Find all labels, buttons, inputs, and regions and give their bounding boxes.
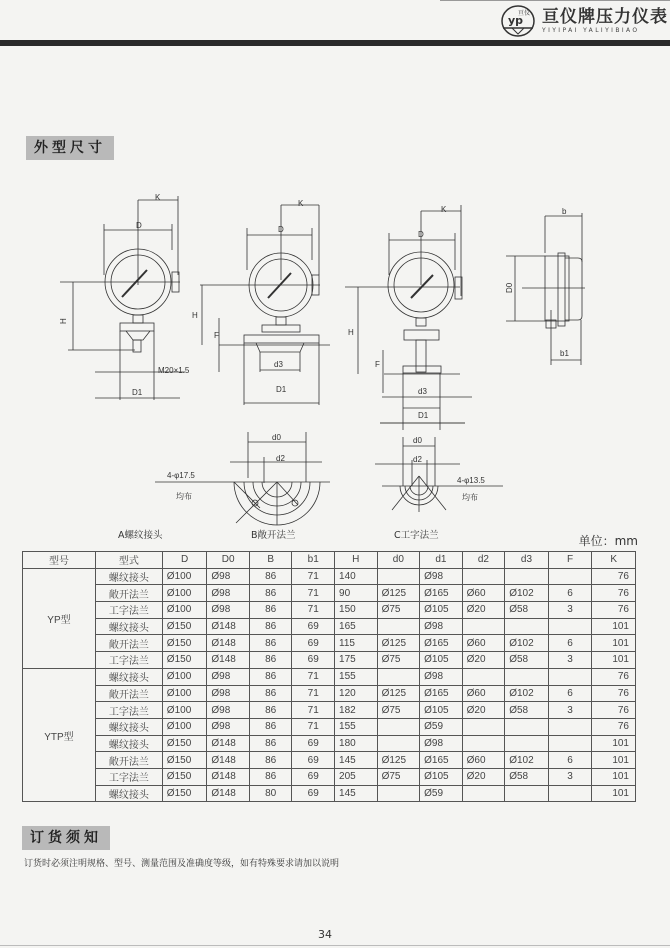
cell-D0: Ø98: [207, 718, 250, 735]
cell-b1: 69: [292, 785, 335, 802]
cell-d0: Ø75: [377, 602, 420, 619]
svg-text:b: b: [562, 207, 567, 216]
cell-F: [548, 785, 592, 802]
cell-type: 螺纹接头: [95, 718, 162, 735]
col-header-type: 型式: [95, 552, 162, 569]
cell-d0: Ø75: [377, 768, 420, 785]
cell-D0: Ø148: [207, 735, 250, 752]
svg-text:F: F: [375, 360, 380, 369]
cell-type: 敞开法兰: [95, 685, 162, 702]
svg-text:b1: b1: [560, 349, 569, 358]
cell-d1: Ø98: [420, 618, 463, 635]
cell-B: 86: [249, 718, 292, 735]
cell-d2: [462, 618, 505, 635]
cell-d2: Ø60: [462, 752, 505, 769]
svg-text:d2: d2: [413, 455, 422, 464]
cell-K: 76: [592, 702, 636, 719]
cell-b1: 69: [292, 618, 335, 635]
cell-B: 86: [249, 635, 292, 652]
svg-text:4-φ17.5: 4-φ17.5: [167, 471, 195, 480]
cell-d3: [505, 735, 549, 752]
cell-F: 6: [548, 635, 592, 652]
cell-F: [548, 718, 592, 735]
cell-D: Ø150: [162, 735, 207, 752]
cell-K: 101: [592, 768, 636, 785]
cell-B: 86: [249, 602, 292, 619]
cell-B: 86: [249, 752, 292, 769]
cell-b1: 69: [292, 652, 335, 669]
cell-d1: Ø105: [420, 652, 463, 669]
cell-H: 120: [335, 685, 378, 702]
cell-d0: Ø75: [377, 702, 420, 719]
cell-d0: Ø125: [377, 585, 420, 602]
cell-type: 螺纹接头: [95, 618, 162, 635]
svg-text:M20×1.5: M20×1.5: [158, 366, 190, 375]
svg-text:D: D: [278, 225, 284, 234]
drawing-b-open-flange: [192, 199, 330, 405]
cell-K: 76: [592, 585, 636, 602]
header-bar: [0, 40, 670, 46]
table-row: [23, 602, 636, 619]
cell-b1: 69: [292, 735, 335, 752]
cell-D0: Ø148: [207, 752, 250, 769]
cell-d0: [377, 718, 420, 735]
cell-d3: Ø58: [505, 652, 549, 669]
drawing-c-flange-bottom: [375, 423, 503, 512]
footer-rule: [0, 945, 670, 946]
table-row: [23, 568, 636, 585]
cell-b1: 69: [292, 752, 335, 769]
cell-d3: Ø58: [505, 702, 549, 719]
cell-B: 86: [249, 702, 292, 719]
caption-a-threaded: A螺纹接头: [118, 530, 163, 541]
cell-D: Ø100: [162, 602, 207, 619]
cell-d2: Ø20: [462, 768, 505, 785]
cell-d0: Ø75: [377, 652, 420, 669]
cell-D0: Ø148: [207, 618, 250, 635]
model-cell: YTP型: [23, 668, 96, 802]
svg-text:D: D: [136, 221, 142, 230]
table-row: [23, 618, 636, 635]
col-header-d0: d0: [377, 552, 420, 569]
svg-text:D: D: [418, 230, 424, 239]
cell-d0: Ø125: [377, 685, 420, 702]
cell-H: 182: [335, 702, 378, 719]
cell-D: Ø150: [162, 785, 207, 802]
cell-F: 6: [548, 752, 592, 769]
cell-K: 76: [592, 668, 636, 685]
cell-D0: Ø148: [207, 785, 250, 802]
table-row: [23, 702, 636, 719]
section-title-dimensions: 外型尺寸: [26, 136, 114, 160]
svg-text:d3: d3: [418, 387, 427, 396]
cell-b1: 71: [292, 568, 335, 585]
cell-D: Ø150: [162, 635, 207, 652]
svg-text:d3: d3: [274, 360, 283, 369]
cell-d1: Ø165: [420, 635, 463, 652]
cell-type: 螺纹接头: [95, 735, 162, 752]
cell-K: 76: [592, 685, 636, 702]
table-row: [23, 718, 636, 735]
dimension-drawings: [0, 190, 670, 540]
cell-d1: Ø98: [420, 668, 463, 685]
cell-b1: 69: [292, 768, 335, 785]
cell-d2: [462, 668, 505, 685]
cell-d2: [462, 785, 505, 802]
cell-b1: 71: [292, 702, 335, 719]
cell-H: 145: [335, 785, 378, 802]
svg-text:D1: D1: [276, 385, 287, 394]
col-header-F: F: [548, 552, 592, 569]
cell-d1: Ø98: [420, 735, 463, 752]
svg-text:F: F: [214, 331, 219, 340]
table-row: [23, 652, 636, 669]
cell-D0: Ø98: [207, 602, 250, 619]
ordering-note: 订货时必须注明规格、型号、测量范围及准确度等级，如有特殊要求请加以说明: [24, 859, 340, 869]
unit-label: 单位：mm: [578, 534, 638, 548]
cell-D: Ø100: [162, 668, 207, 685]
cell-d1: Ø165: [420, 685, 463, 702]
cell-H: 180: [335, 735, 378, 752]
cell-d3: Ø102: [505, 685, 549, 702]
drawing-a-threaded: [59, 193, 190, 400]
table-row: [23, 685, 636, 702]
cell-d0: [377, 668, 420, 685]
header-top-rule: [440, 0, 670, 1]
cell-K: 101: [592, 785, 636, 802]
cell-F: 3: [548, 652, 592, 669]
cell-d1: Ø105: [420, 702, 463, 719]
cell-B: 86: [249, 768, 292, 785]
cell-B: 86: [249, 568, 292, 585]
spec-table: [22, 551, 636, 802]
cell-d2: Ø60: [462, 685, 505, 702]
cell-K: 76: [592, 602, 636, 619]
cell-D: Ø150: [162, 618, 207, 635]
svg-text:D1: D1: [132, 388, 143, 397]
svg-text:H: H: [348, 328, 354, 337]
col-header-K: K: [592, 552, 636, 569]
svg-text:K: K: [298, 199, 304, 208]
svg-text:K: K: [441, 205, 447, 214]
svg-text:H: H: [59, 318, 68, 324]
col-header-d3: d3: [505, 552, 549, 569]
table-row: [23, 785, 636, 802]
cell-type: 工字法兰: [95, 702, 162, 719]
cell-F: 6: [548, 685, 592, 702]
cell-D: Ø100: [162, 568, 207, 585]
cell-D: Ø150: [162, 652, 207, 669]
table-header-row: [23, 552, 636, 569]
cell-D0: Ø98: [207, 685, 250, 702]
cell-D0: Ø98: [207, 568, 250, 585]
col-header-H: H: [335, 552, 378, 569]
cell-d3: Ø102: [505, 635, 549, 652]
cell-D: Ø100: [162, 585, 207, 602]
cell-F: 3: [548, 768, 592, 785]
cell-K: 101: [592, 635, 636, 652]
svg-text:K: K: [155, 193, 161, 202]
cell-type: 螺纹接头: [95, 668, 162, 685]
table-row: [23, 735, 636, 752]
cell-B: 86: [249, 585, 292, 602]
cell-F: 6: [548, 585, 592, 602]
cell-b1: 71: [292, 685, 335, 702]
cell-K: 76: [592, 568, 636, 585]
cell-d0: Ø125: [377, 752, 420, 769]
cell-F: 3: [548, 602, 592, 619]
caption-b-open-flange: B敞开法兰: [251, 530, 296, 541]
cell-H: 155: [335, 718, 378, 735]
cell-d2: Ø60: [462, 585, 505, 602]
caption-c-i-flange: C工字法兰: [394, 530, 439, 541]
cell-b1: 71: [292, 602, 335, 619]
cell-b1: 71: [292, 718, 335, 735]
svg-text:H: H: [192, 311, 198, 320]
cell-F: [548, 618, 592, 635]
col-header-d1: d1: [420, 552, 463, 569]
table-row: [23, 585, 636, 602]
drawing-c-i-flange: [345, 205, 472, 430]
cell-D: Ø100: [162, 718, 207, 735]
drawing-b-flange-bottom: [155, 432, 330, 525]
cell-D0: Ø148: [207, 768, 250, 785]
cell-d0: [377, 735, 420, 752]
table-row: [23, 635, 636, 652]
cell-H: 140: [335, 568, 378, 585]
cell-type: 工字法兰: [95, 768, 162, 785]
cell-F: [548, 668, 592, 685]
cell-b1: 71: [292, 668, 335, 685]
svg-text:yp: yp: [508, 14, 524, 27]
svg-text:D0: D0: [505, 282, 514, 293]
cell-H: 175: [335, 652, 378, 669]
cell-K: 101: [592, 752, 636, 769]
cell-d0: [377, 568, 420, 585]
cell-d0: Ø125: [377, 635, 420, 652]
cell-F: [548, 568, 592, 585]
cell-D: Ø150: [162, 752, 207, 769]
cell-d1: Ø59: [420, 785, 463, 802]
cell-type: 螺纹接头: [95, 785, 162, 802]
svg-text:均布: 均布: [462, 493, 478, 502]
cell-d3: Ø58: [505, 768, 549, 785]
cell-b1: 69: [292, 635, 335, 652]
brand-header: [500, 4, 668, 38]
cell-d1: Ø105: [420, 602, 463, 619]
svg-text:D1: D1: [418, 411, 429, 420]
col-header-model: 型号: [23, 552, 96, 569]
svg-text:亘仪: 亘仪: [518, 10, 531, 17]
svg-text:d0: d0: [413, 436, 422, 445]
table-row: [23, 668, 636, 685]
cell-H: 90: [335, 585, 378, 602]
table-row: [23, 768, 636, 785]
cell-d2: Ø20: [462, 602, 505, 619]
cell-F: 3: [548, 702, 592, 719]
cell-d3: [505, 618, 549, 635]
cell-d2: [462, 568, 505, 585]
cell-D: Ø150: [162, 768, 207, 785]
cell-d3: Ø102: [505, 585, 549, 602]
cell-H: 205: [335, 768, 378, 785]
cell-H: 145: [335, 752, 378, 769]
cell-D: Ø100: [162, 685, 207, 702]
cell-d0: [377, 785, 420, 802]
col-header-B: B: [249, 552, 292, 569]
cell-D0: Ø148: [207, 652, 250, 669]
cell-B: 86: [249, 735, 292, 752]
cell-d1: Ø98: [420, 568, 463, 585]
cell-D0: Ø98: [207, 668, 250, 685]
cell-d1: Ø165: [420, 752, 463, 769]
svg-text:4-φ13.5: 4-φ13.5: [457, 476, 485, 485]
col-header-D0: D0: [207, 552, 250, 569]
cell-B: 86: [249, 668, 292, 685]
cell-type: 敞开法兰: [95, 635, 162, 652]
col-header-d2: d2: [462, 552, 505, 569]
col-header-D: D: [162, 552, 207, 569]
cell-d2: Ø20: [462, 702, 505, 719]
cell-d3: [505, 785, 549, 802]
svg-text:均布: 均布: [176, 492, 192, 501]
cell-H: 115: [335, 635, 378, 652]
cell-d1: Ø105: [420, 768, 463, 785]
cell-d0: [377, 618, 420, 635]
cell-B: 86: [249, 618, 292, 635]
col-header-b1: b1: [292, 552, 335, 569]
brand-logo-icon: [500, 4, 536, 38]
cell-b1: 71: [292, 585, 335, 602]
drawing-side-view: [505, 207, 585, 365]
cell-D0: Ø98: [207, 585, 250, 602]
cell-K: 101: [592, 652, 636, 669]
cell-H: 150: [335, 602, 378, 619]
cell-d3: [505, 668, 549, 685]
cell-B: 86: [249, 652, 292, 669]
cell-type: 螺纹接头: [95, 568, 162, 585]
cell-type: 工字法兰: [95, 652, 162, 669]
brand-name-en: YIYIPAI YALIYIBIAO: [542, 27, 640, 34]
cell-d3: Ø58: [505, 602, 549, 619]
cell-d2: [462, 735, 505, 752]
page-number: 34: [318, 928, 332, 941]
cell-d1: Ø165: [420, 585, 463, 602]
cell-type: 敞开法兰: [95, 752, 162, 769]
cell-D: Ø100: [162, 702, 207, 719]
cell-H: 155: [335, 668, 378, 685]
cell-H: 165: [335, 618, 378, 635]
cell-K: 101: [592, 618, 636, 635]
model-cell: YP型: [23, 568, 96, 668]
cell-d2: Ø20: [462, 652, 505, 669]
cell-D0: Ø98: [207, 702, 250, 719]
cell-d3: [505, 718, 549, 735]
svg-text:d2: d2: [276, 454, 285, 463]
svg-text:d0: d0: [272, 433, 281, 442]
cell-d1: Ø59: [420, 718, 463, 735]
cell-d3: Ø102: [505, 752, 549, 769]
cell-B: 80: [249, 785, 292, 802]
cell-type: 敞开法兰: [95, 585, 162, 602]
cell-D0: Ø148: [207, 635, 250, 652]
cell-d2: Ø60: [462, 635, 505, 652]
cell-K: 101: [592, 735, 636, 752]
section-title-ordering: 订货须知: [22, 826, 110, 850]
cell-F: [548, 735, 592, 752]
table-row: [23, 752, 636, 769]
brand-name-cn: 亘仪牌压力仪表: [542, 7, 668, 27]
cell-B: 86: [249, 685, 292, 702]
cell-type: 工字法兰: [95, 602, 162, 619]
cell-K: 76: [592, 718, 636, 735]
cell-d3: [505, 568, 549, 585]
cell-d2: [462, 718, 505, 735]
